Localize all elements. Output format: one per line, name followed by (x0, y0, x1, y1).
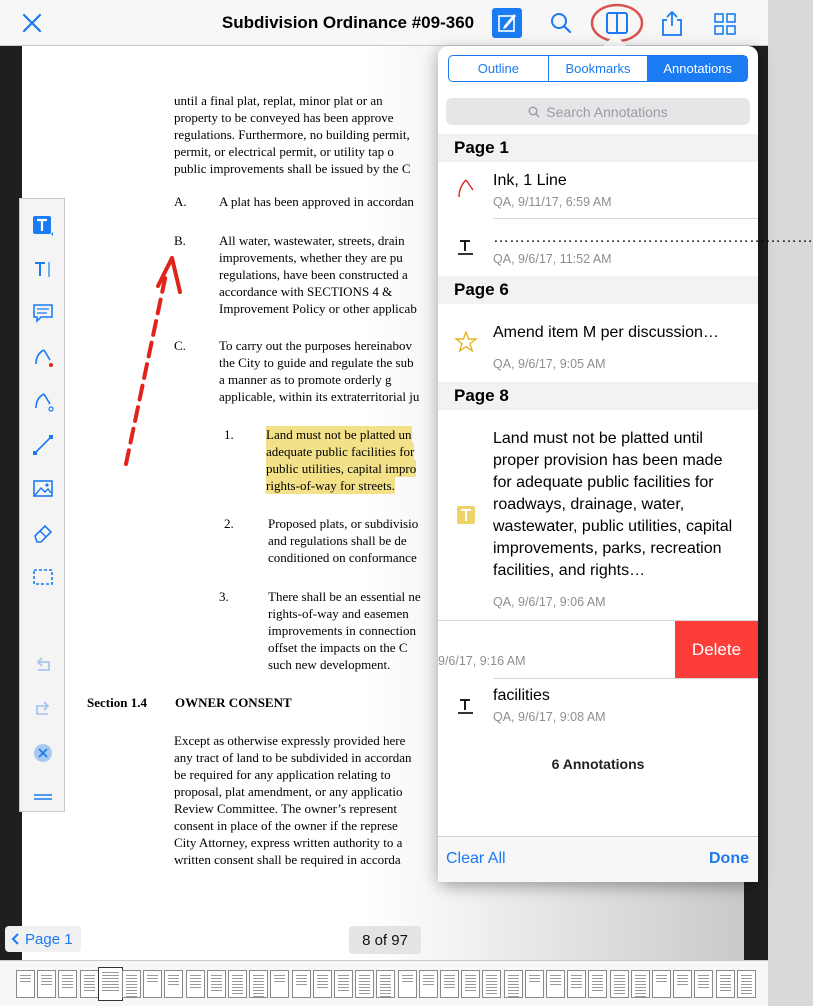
item-label: B. (174, 233, 186, 248)
page-thumbnail[interactable] (419, 970, 438, 998)
redo-icon[interactable] (30, 696, 56, 722)
panel-segmented-control (448, 55, 748, 82)
doc-line: any tract of land to be subdivided in accordan (174, 750, 412, 765)
doc-line: proposal, plat amendment, or any applicatio (174, 784, 403, 799)
annotation-meta: QA, 9/11/17, 6:59 AM (493, 195, 612, 209)
section-header-page-6: Page 6 (438, 276, 758, 304)
image-icon[interactable] (30, 476, 56, 502)
search-placeholder: Search Annotations (546, 103, 668, 120)
annotation-meta: QA, 9/6/17, 11:52 AM (493, 252, 612, 266)
tab-outline[interactable]: Outline (449, 56, 549, 81)
item-label: A. (174, 194, 187, 209)
page-thumbnail[interactable] (58, 970, 77, 998)
page-thumbnail[interactable] (143, 970, 162, 998)
page-thumbnail[interactable] (737, 970, 756, 998)
doc-line: regulations. Furthermore, no building permit, (174, 127, 410, 142)
item-label: C. (174, 338, 186, 353)
annotation-meta: QA, 9/6/17, 9:08 AM (493, 710, 606, 724)
ink-arrow-annotation[interactable] (110, 250, 190, 470)
doc-line: permit, or electrical permit, or utility tap o (174, 144, 394, 159)
doc-line: public improvements shall be issued by the C (174, 161, 411, 176)
selection-icon[interactable] (30, 564, 56, 590)
doc-line: All water, wastewater, streets, drain (219, 233, 405, 248)
page-thumbnail[interactable] (122, 970, 141, 998)
section-header-page-8: Page 8 (438, 382, 758, 410)
doc-line: until a final plat, replat, minor plat or an (174, 93, 383, 108)
doc-line: conditioned on conformance (268, 550, 417, 565)
star-icon (454, 330, 478, 354)
annotation-meta: QA, 9/6/17, 9:05 AM (493, 357, 606, 371)
doc-line: Review Committee. The owner’s represent (174, 801, 397, 816)
annotation-title: Amend item M per discussion… (493, 324, 719, 341)
annotate-icon[interactable] (492, 8, 522, 38)
highlighted-line: Land must not be platted un (266, 427, 412, 442)
doc-line: such new development. (268, 657, 391, 672)
annotation-title: Ink, 1 Line (493, 172, 567, 189)
highlighted-line: public utilities, capital impro (266, 461, 417, 476)
text-insert-icon[interactable] (30, 257, 56, 283)
annotation-row[interactable] (438, 410, 758, 620)
search-icon (528, 106, 540, 118)
tab-annotations[interactable]: Annotations (648, 56, 747, 81)
clear-icon[interactable] (30, 740, 56, 766)
popover-footer (438, 836, 758, 882)
page-thumbnail[interactable] (461, 970, 480, 998)
grid-icon[interactable] (714, 13, 736, 35)
doc-line: be required for any application relating to (174, 767, 391, 782)
page-thumbnail[interactable] (37, 970, 56, 998)
ink-highlighter-icon[interactable] (30, 388, 56, 414)
thumbnail-current-page[interactable] (98, 967, 123, 1001)
page-thumbnail[interactable] (334, 970, 353, 998)
page-thumbnail[interactable] (440, 970, 459, 998)
share-icon[interactable] (661, 11, 683, 37)
page-thumbnail[interactable] (249, 970, 268, 998)
doc-line: accordance with SECTIONS 4 & (219, 284, 393, 299)
page-thumbnail[interactable] (610, 970, 629, 998)
page-thumbnail[interactable] (652, 970, 671, 998)
ink-icon (454, 176, 478, 200)
page-thumbnail[interactable] (716, 970, 735, 998)
annotation-row[interactable] (438, 162, 758, 219)
page-button-label: Page 1 (25, 930, 73, 948)
page-thumbnail[interactable] (504, 970, 523, 998)
annotation-row[interactable] (438, 219, 813, 276)
page-thumbnail[interactable] (398, 970, 417, 998)
navigation-bar (0, 0, 768, 46)
page-thumbnail[interactable] (525, 970, 544, 998)
annotation-title: facilities (493, 687, 550, 704)
doc-line: regulations, have been constructed a (219, 267, 408, 282)
annotation-meta: 9/6/17, 9:16 AM (438, 654, 526, 668)
page-thumbnail[interactable] (588, 970, 607, 998)
item-label: 2. (224, 516, 234, 531)
item-label: 3. (219, 589, 229, 604)
page-thumbnail[interactable] (694, 970, 713, 998)
page-thumbnail[interactable] (80, 970, 99, 998)
page-thumbnail[interactable] (313, 970, 332, 998)
search-icon[interactable] (550, 12, 572, 34)
doc-line: property to be conveyed has been approve (174, 110, 394, 125)
text-icon (454, 235, 478, 259)
highlighted-line: rights-of-way for streets. (266, 478, 395, 493)
page-thumbnail[interactable] (186, 970, 205, 998)
annotation-tool-palette (19, 198, 65, 812)
page-thumbnail[interactable] (292, 970, 311, 998)
line-icon[interactable] (30, 432, 56, 458)
done-button[interactable]: Done (709, 850, 749, 867)
doc-line: written consent shall be required in accorda (174, 852, 401, 867)
section-header-page-1: Page 1 (438, 134, 758, 162)
chevron-left-icon (11, 933, 21, 945)
page-thumbnail[interactable] (164, 970, 183, 998)
search-annotations-field[interactable] (446, 98, 750, 125)
doc-line: To carry out the purposes hereinabov (219, 338, 412, 353)
section-number: Section 1.4 (87, 695, 147, 710)
document-title: Subdivision Ordinance #09-360 (221, 13, 475, 32)
ink-pen-icon[interactable] (30, 344, 56, 370)
doc-line: and regulations shall be de (268, 533, 407, 548)
doc-line: A plat has been approved in accordan (219, 194, 414, 209)
annotations-popover (438, 46, 813, 882)
annotation-row[interactable] (438, 304, 758, 382)
back-to-page-button[interactable] (5, 926, 81, 952)
clear-all-button[interactable]: Clear All (446, 850, 506, 867)
page-thumbnail[interactable] (567, 970, 586, 998)
annotation-count: 6 Annotations (551, 756, 645, 772)
item-label: 1. (224, 427, 234, 442)
page-thumbnail[interactable] (270, 970, 289, 998)
doc-line: improvements in connection (268, 623, 417, 638)
delete-button[interactable]: Delete (675, 621, 758, 678)
annotation-meta: QA, 9/6/17, 9:06 AM (493, 595, 606, 609)
doc-line: There shall be an essential ne (268, 589, 421, 604)
doc-line: applicable, within its extraterritorial ju (219, 389, 420, 404)
page-thumbnail[interactable] (546, 970, 565, 998)
doc-line: a manner as to promote orderly g (219, 372, 392, 387)
page-thumbnail[interactable] (482, 970, 501, 998)
page-thumbnail[interactable] (376, 970, 395, 998)
doc-line: offset the impacts on the C (268, 640, 408, 655)
doc-line: City Attorney, express written authority to a (174, 835, 403, 850)
free-text-icon[interactable] (30, 213, 56, 239)
doc-line: the City to guide and regulate the sub (219, 355, 414, 370)
page-thumbnail[interactable] (228, 970, 247, 998)
thumbnail-strip[interactable] (0, 960, 768, 1006)
highlighted-line: adequate public facilities for (266, 444, 415, 459)
doc-line: Improvement Policy or other applicab (219, 301, 417, 316)
page-thumbnail[interactable] (207, 970, 226, 998)
highlight-text-icon (454, 503, 478, 527)
note-icon[interactable] (30, 300, 56, 326)
page-indicator: 8 of 97 (349, 926, 421, 954)
section-title: OWNER CONSENT (175, 695, 292, 710)
page-thumbnail[interactable] (631, 970, 650, 998)
doc-line: rights-of-way and easemen (268, 606, 409, 621)
tab-bookmarks[interactable]: Bookmarks (549, 56, 649, 81)
doc-line: consent in place of the owner if the represe (174, 818, 398, 833)
page-thumbnail[interactable] (16, 970, 35, 998)
more-icon[interactable] (30, 784, 56, 810)
doc-line: Proposed plats, or subdivisio (268, 516, 419, 531)
annotation-title: …………………………………………………… (493, 229, 813, 246)
doc-line: improvements, whether they are pu (219, 250, 403, 265)
annotation-title: Land must not be platted until proper provision has been made for adequate public facilities for roadways, drainage, water, wastewater, public utilities, capital improvements, parks, recreation facilities, and rights… (493, 430, 733, 579)
doc-line: Except as otherwise expressly provided here (174, 733, 406, 748)
annotation-row[interactable] (438, 679, 758, 736)
undo-icon[interactable] (30, 652, 56, 678)
page-thumbnail[interactable] (355, 970, 374, 998)
close-icon[interactable] (22, 13, 42, 33)
eraser-icon[interactable] (30, 520, 56, 546)
page-thumbnail[interactable] (673, 970, 692, 998)
text-icon (454, 694, 478, 718)
